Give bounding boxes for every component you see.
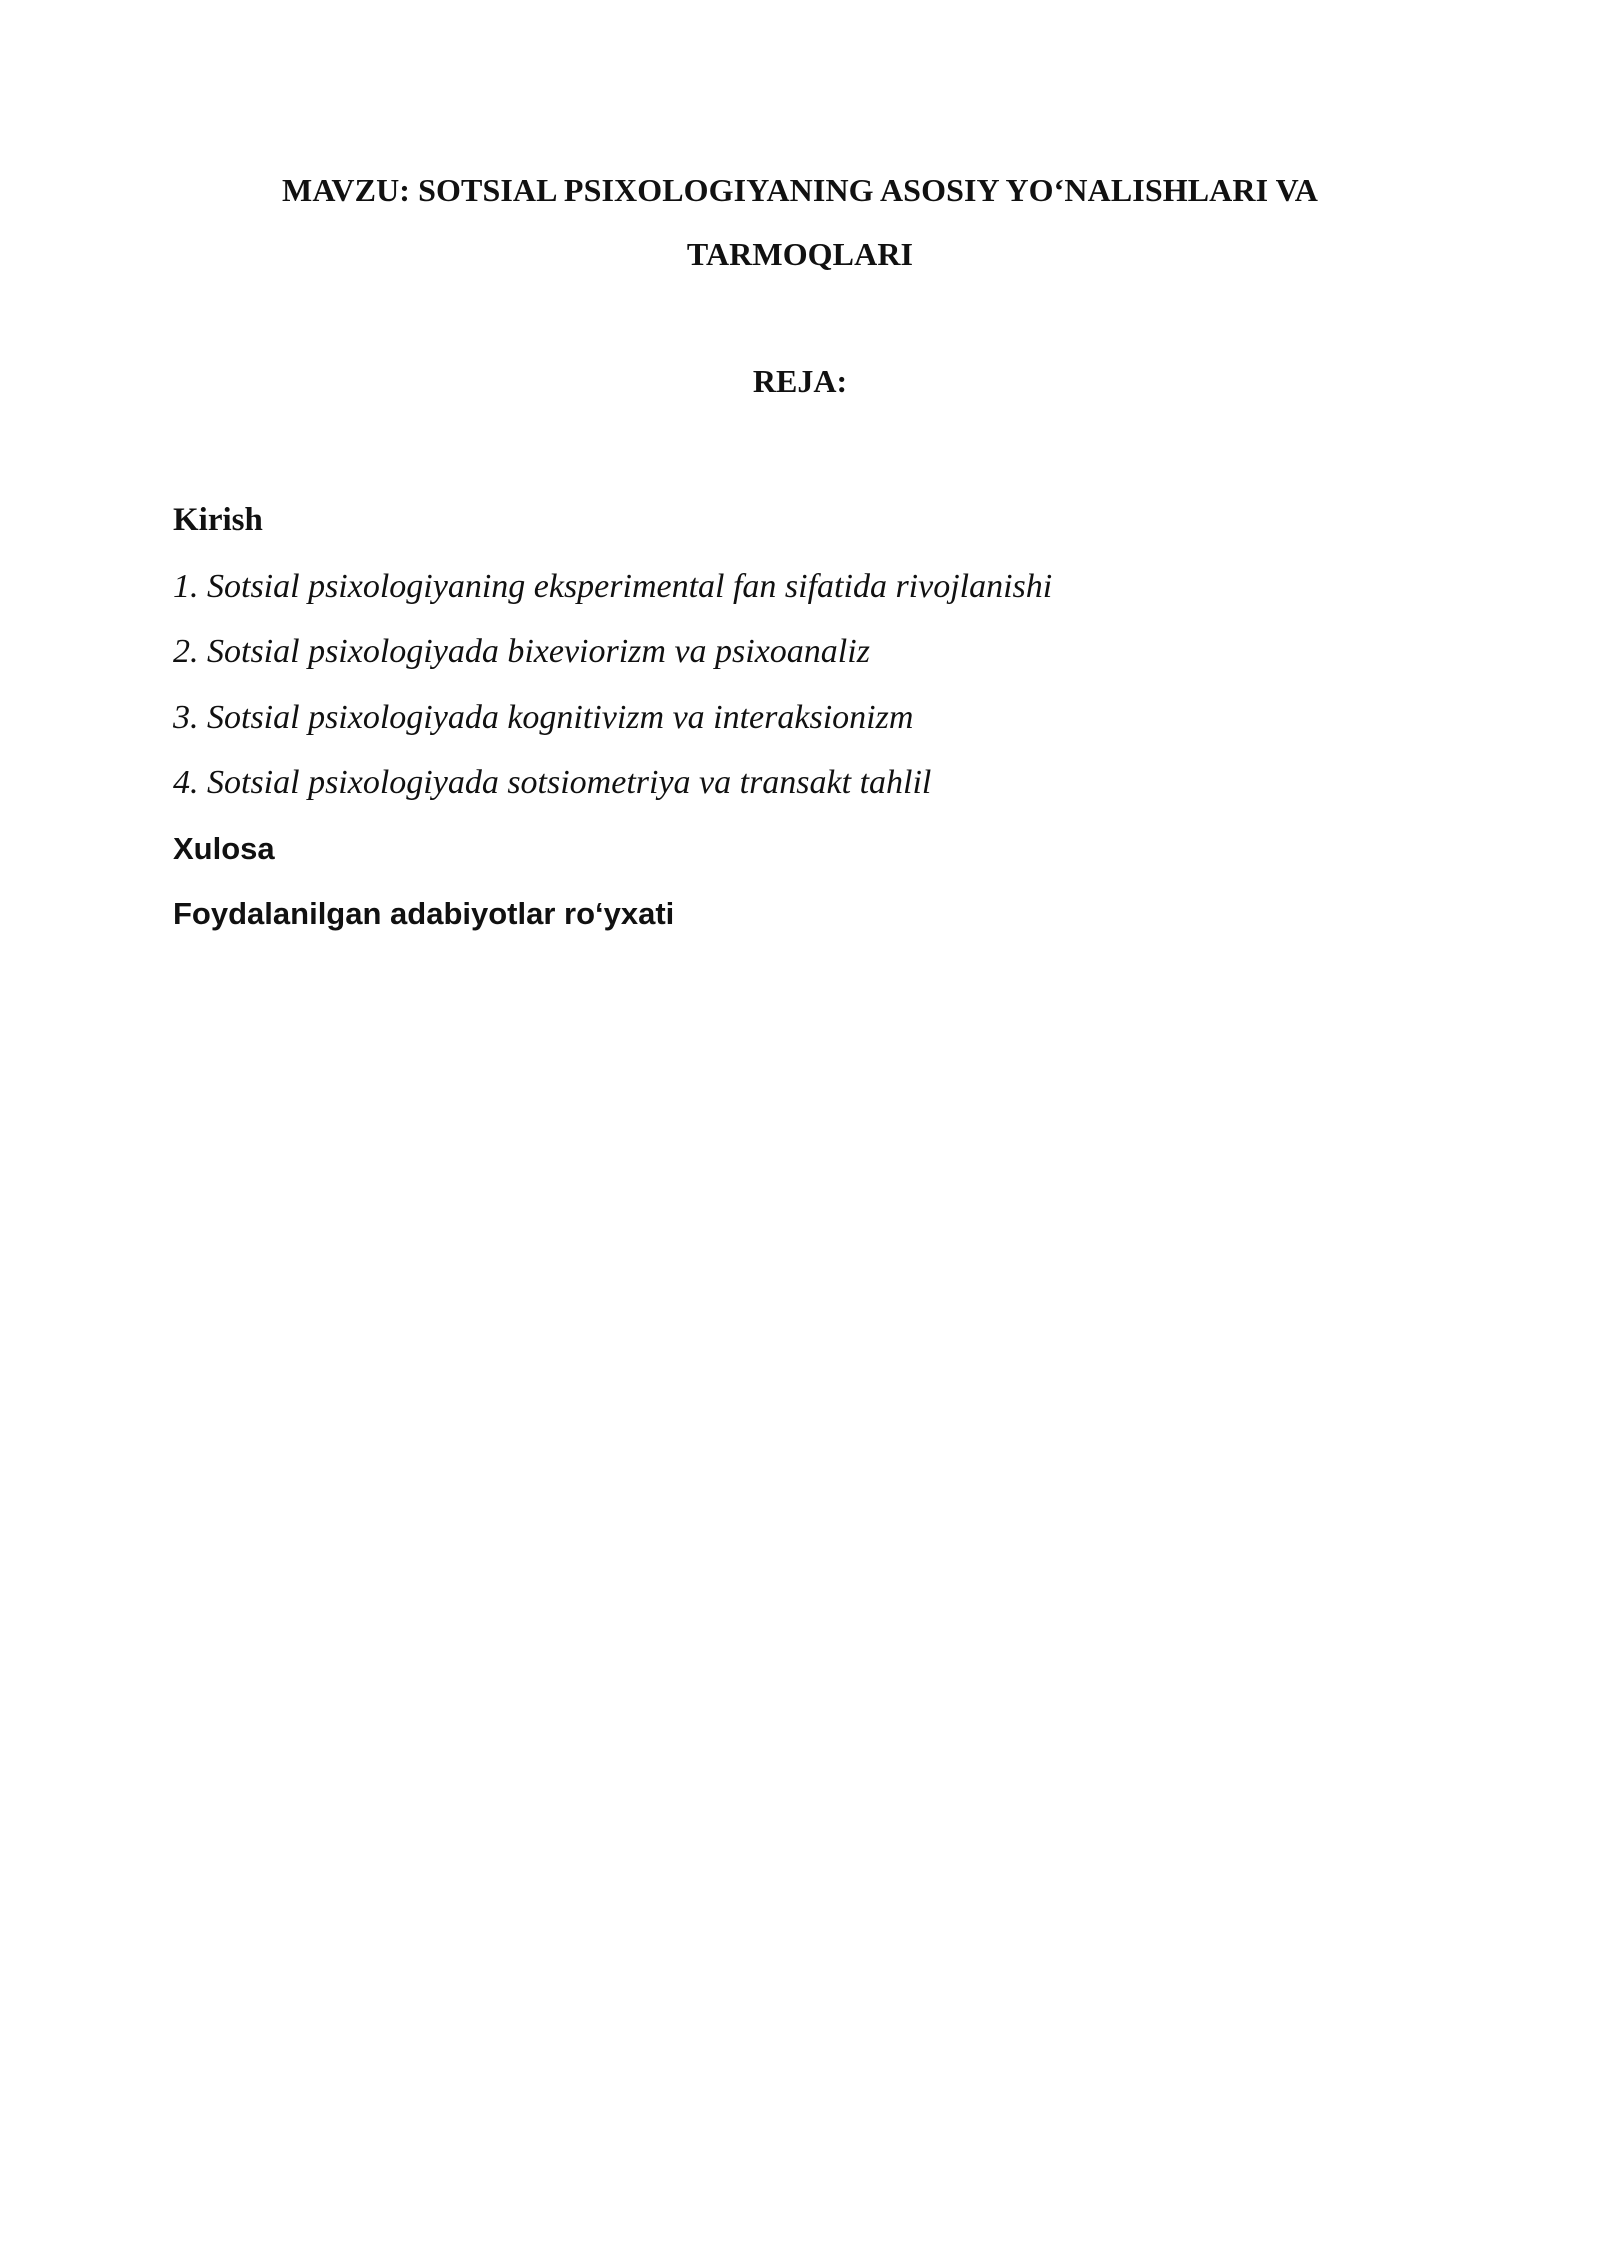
document-title — [170, 158, 1430, 286]
title-line-1: MAVZU: SOTSIAL PSIXOLOGIYANING ASOSIY YO‘NALISHLARI VA — [282, 172, 1318, 208]
toc-item-1: 1. Sotsial psixologiyaning eksperimental fan sifatida rivojlanishi — [173, 567, 1053, 605]
title-line-2: TARMOQLARI — [686, 236, 914, 272]
toc-intro: Kirish — [173, 502, 263, 538]
toc-item-3: 3. Sotsial psixologiyada kognitivizm va interaksionizm — [173, 698, 914, 736]
plan-heading: REJA: — [752, 363, 848, 399]
table-of-contents — [173, 488, 1433, 947]
toc-conclusion: Xulosa — [173, 830, 275, 866]
toc-item-4: 4. Sotsial psixologiyada sotsiometriya va transakt tahlil — [173, 764, 932, 801]
toc-item-2: 2. Sotsial psixologiyada bixeviorizm va psixoanaliz — [173, 633, 870, 670]
toc-references: Foydalanilgan adabiyotlar ro‘yxati — [173, 896, 675, 931]
